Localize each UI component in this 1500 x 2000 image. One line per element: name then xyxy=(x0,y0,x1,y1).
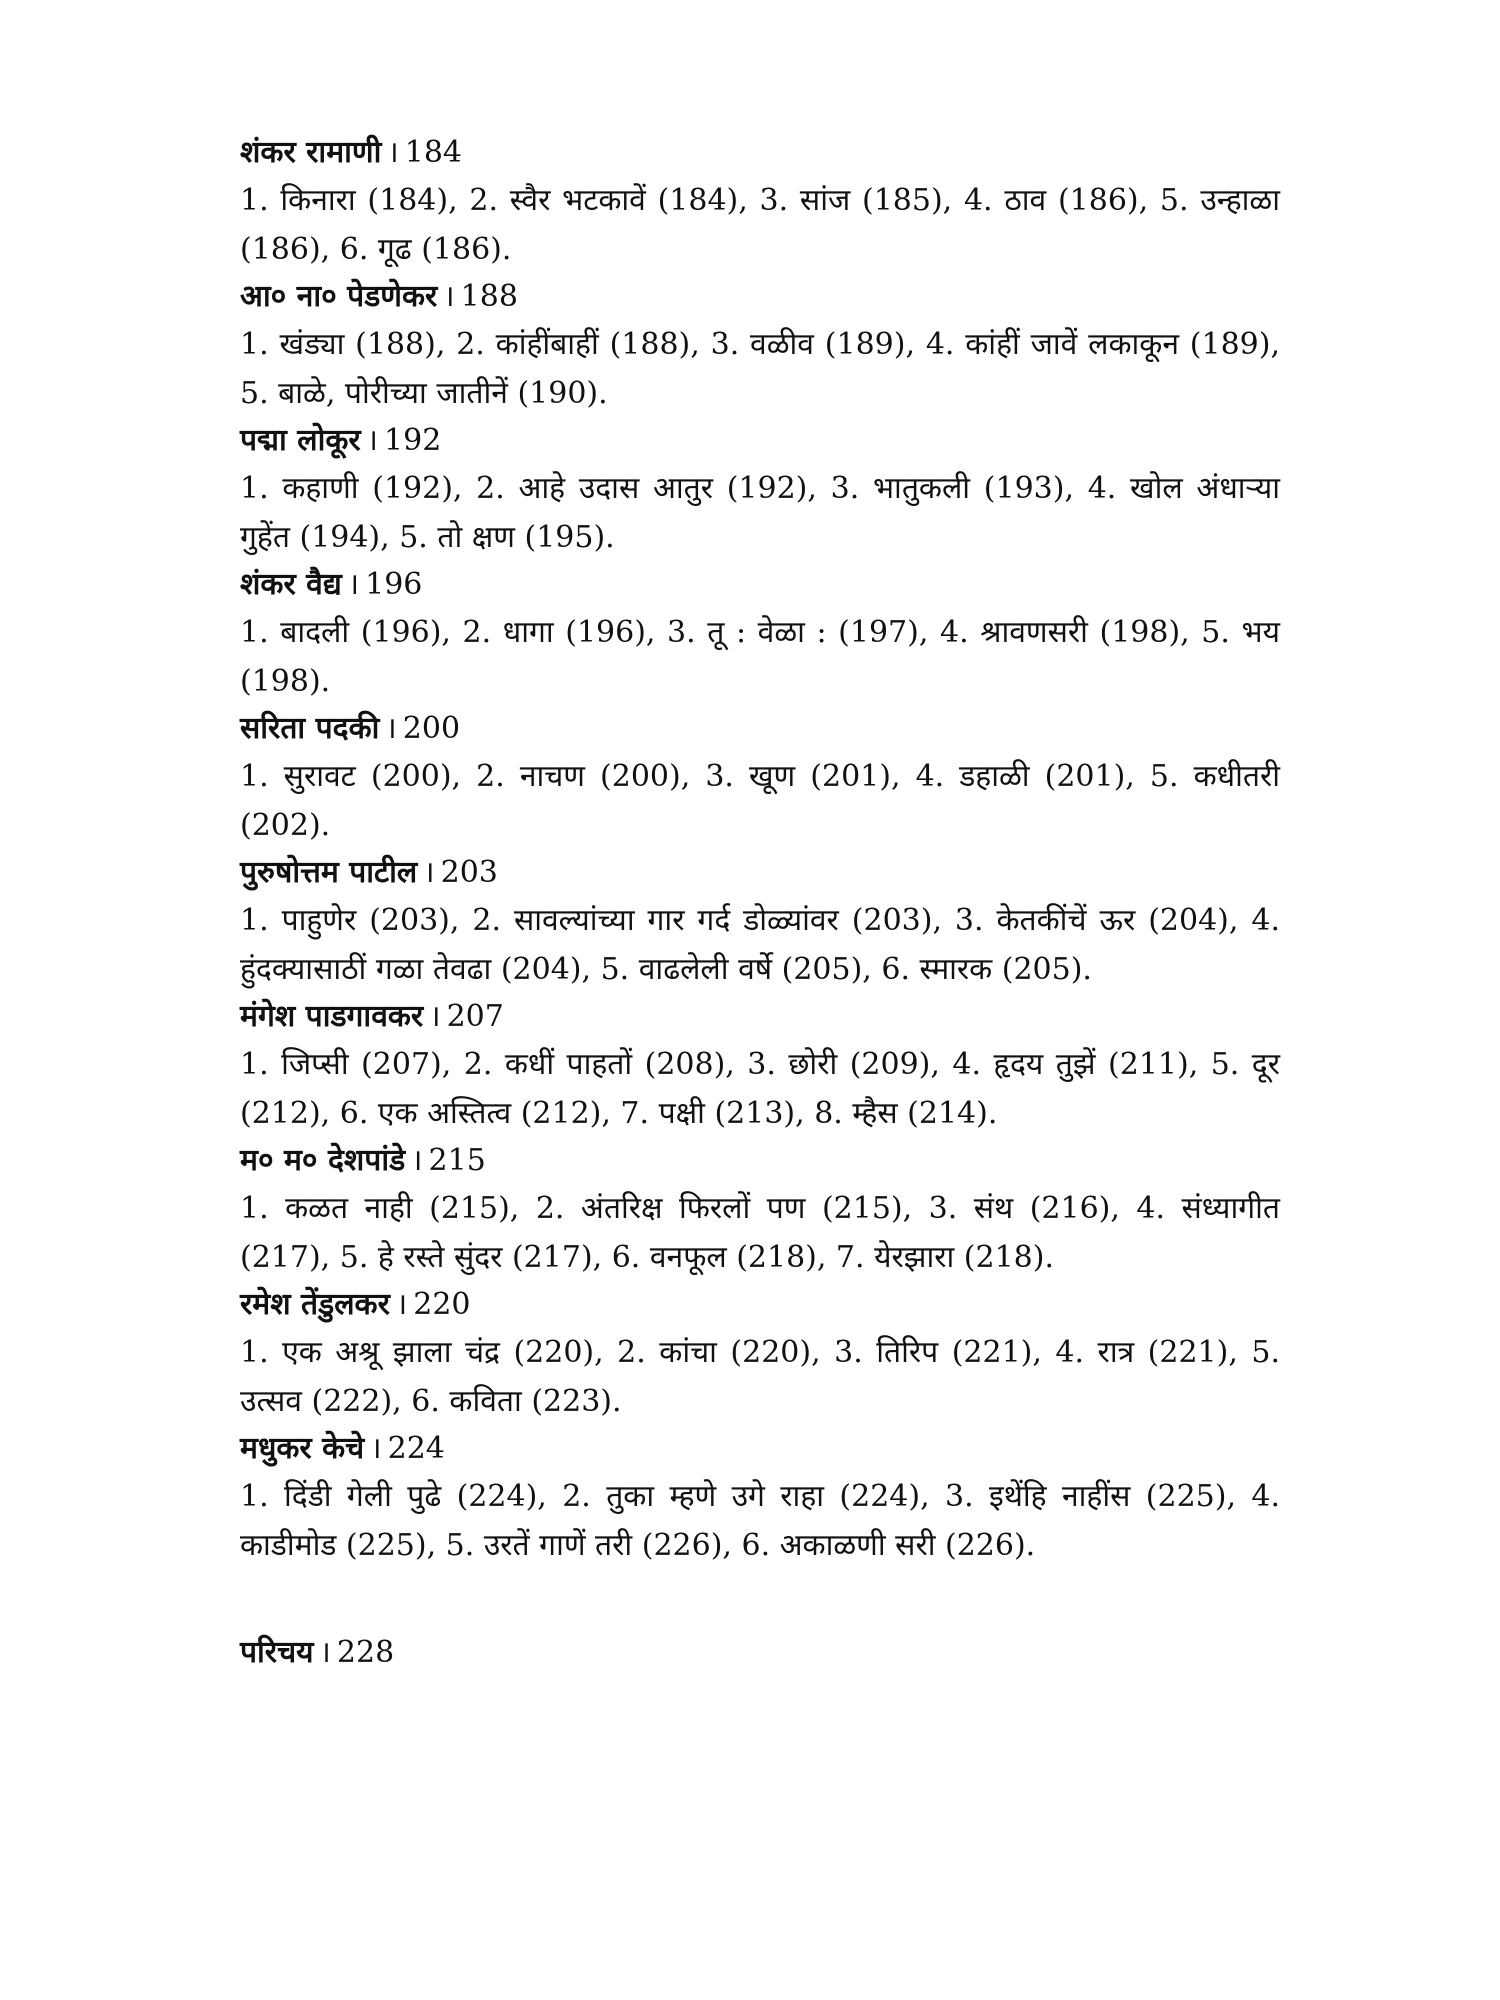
author-page-number: 215 xyxy=(428,1143,486,1178)
author-name: रमेश तेंडुलकर xyxy=(240,1287,390,1322)
author-heading xyxy=(240,994,1280,1040)
separator-mark: । xyxy=(385,711,397,746)
closing-entry xyxy=(240,1630,1280,1676)
contents-entry xyxy=(240,418,1280,562)
author-page-number: 224 xyxy=(387,1431,445,1466)
author-name: आ० ना० पेडणेकर xyxy=(240,279,438,314)
author-page-number: 203 xyxy=(440,855,498,890)
author-heading xyxy=(240,1426,1280,1472)
author-page-number: 220 xyxy=(413,1287,471,1322)
separator-mark: । xyxy=(370,1431,382,1466)
contents-entry xyxy=(240,1138,1280,1282)
author-heading xyxy=(240,274,1280,320)
author-name: म० म० देशपांडे xyxy=(240,1143,406,1178)
separator-mark: । xyxy=(387,135,399,170)
author-name: शंकर वैद्य xyxy=(240,567,342,602)
author-page-number: 188 xyxy=(460,279,518,314)
contents-entry xyxy=(240,274,1280,418)
poem-list: 1. एक अश्रू झाला चंद्र (220), 2. कांचा (220), 3. तिरिप (221), 4. रात्र (221), 5. उत्सव (222), 6. कविता (223). xyxy=(240,1335,1280,1419)
author-page-number: 207 xyxy=(446,999,504,1034)
section-gap xyxy=(240,1570,1280,1630)
contents-entry xyxy=(240,1426,1280,1570)
poem-list: 1. सुरावट (200), 2. नाचण (200), 3. खूण (201), 4. डहाळी (201), 5. कधीतरी (202). xyxy=(240,759,1280,843)
poem-list: 1. कळत नाही (215), 2. अंतरिक्ष फिरलों पण (215), 3. संथ (216), 4. संध्यागीत (217), 5. हे रस्ते सुंदर (217), 6. वनफूल (218), 7. येरझारा (218). xyxy=(240,1191,1280,1275)
author-heading xyxy=(240,706,1280,752)
contents-entry xyxy=(240,130,1280,274)
contents-entry xyxy=(240,994,1280,1138)
closing-heading xyxy=(240,1630,1280,1676)
separator-mark: । xyxy=(347,567,360,602)
author-heading xyxy=(240,850,1280,896)
closing-label: परिचय xyxy=(240,1635,314,1670)
poem-list: 1. खंड्या (188), 2. कांहींबाहीं (188), 3. वळीव (189), 4. कांहीं जावें लकाकून (189), 5. बाळे, पोरीच्या जातीनें (190). xyxy=(240,327,1280,411)
contents-page xyxy=(240,130,1280,1676)
author-page-number: 196 xyxy=(365,567,423,602)
author-heading xyxy=(240,562,1280,608)
contents-entry xyxy=(240,562,1280,706)
separator-mark: । xyxy=(423,855,435,890)
author-name: पद्मा लोकूर xyxy=(240,423,361,458)
author-name: पुरुषोत्तम पाटील xyxy=(240,855,418,890)
author-name: मधुकर केचे xyxy=(240,1431,365,1466)
closing-page-number: 228 xyxy=(336,1635,395,1670)
separator-mark: । xyxy=(319,1635,331,1670)
separator-mark: । xyxy=(366,423,379,458)
poem-list: 1. पाहुणेर (203), 2. सावल्यांच्या गार गर्द डोळ्यांवर (203), 3. केतकींचें ऊर (204), 4. हुंदक्यासाठीं गळा तेवढा (204), 5. वाढलेली वर्षे (205), 6. स्मारक (205). xyxy=(240,903,1280,987)
poem-list: 1. कहाणी (192), 2. आहे उदास आतुर (192), 3. भातुकली (193), 4. खोल अंधाऱ्या गुहेंत (194), 5. तो क्षण (195). xyxy=(240,471,1280,555)
author-name: मंगेश पाडगावकर xyxy=(240,999,424,1034)
poem-list: 1. बादली (196), 2. धागा (196), 3. तू : वेळा : (197), 4. श्रावणसरी (198), 5. भय (198). xyxy=(240,615,1280,699)
separator-mark: । xyxy=(411,1143,423,1178)
separator-mark: । xyxy=(443,279,455,314)
separator-mark: । xyxy=(395,1287,408,1322)
poem-list: 1. जिप्सी (207), 2. कधीं पाहतों (208), 3. छोरी (209), 4. हृदय तुझें (211), 5. दूर (212), 6. एक अस्तित्व (212), 7. पक्षी (213), 8. म्हैस (214). xyxy=(240,1047,1280,1131)
author-heading xyxy=(240,1138,1280,1184)
separator-mark: । xyxy=(429,999,441,1034)
author-page-number: 184 xyxy=(404,135,463,170)
author-heading xyxy=(240,418,1280,464)
contents-entry xyxy=(240,1282,1280,1426)
poem-list: 1. किनारा (184), 2. स्वैर भटकावें (184), 3. सांज (185), 4. ठाव (186), 5. उन्हाळा (186), 6. गूढ (186). xyxy=(240,183,1280,267)
poem-list: 1. दिंडी गेली पुढे (224), 2. तुका म्हणे उगे राहा (224), 3. इथेंहि नाहींस (225), 4. काडीमोड (225), 5. उरतें गाणें तरी (226), 6. अकाळणी सरी (226). xyxy=(240,1479,1280,1563)
contents-entry xyxy=(240,850,1280,994)
author-name: शंकर रामाणी xyxy=(240,135,382,170)
author-heading xyxy=(240,130,1280,176)
contents-entry xyxy=(240,706,1280,850)
author-page-number: 200 xyxy=(402,711,461,746)
author-page-number: 192 xyxy=(384,423,442,458)
author-name: सरिता पदकी xyxy=(240,711,380,746)
author-heading xyxy=(240,1282,1280,1328)
